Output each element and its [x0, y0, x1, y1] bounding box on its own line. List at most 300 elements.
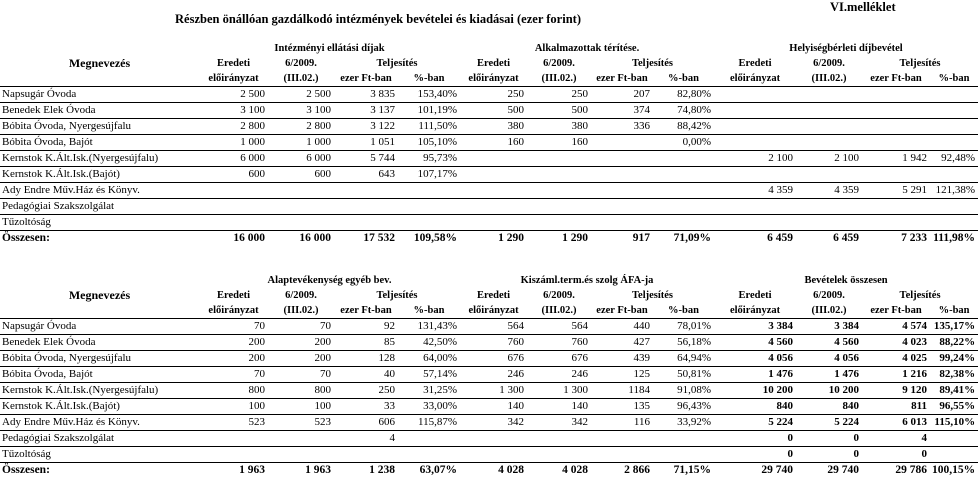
table-cell: 5 744 [334, 151, 398, 167]
table-cell: 3 122 [334, 119, 398, 135]
table-cell: 140 [527, 399, 591, 415]
table-cell [930, 87, 978, 103]
col-header: ezer Ft-ban [862, 303, 930, 319]
total-row [0, 231, 978, 247]
table-cell: 115,10% [930, 415, 978, 431]
row-header: Megnevezés [0, 288, 199, 303]
row-name: Tűzoltóság [0, 215, 199, 231]
table-cell: 70 [268, 319, 334, 335]
table-cell: 88,42% [653, 119, 714, 135]
table-cell: 33,92% [653, 415, 714, 431]
col-header: %-ban [398, 303, 460, 319]
col-header: ezer Ft-ban [334, 303, 398, 319]
table-cell: 16 000 [199, 231, 268, 247]
table-cell: 643 [334, 167, 398, 183]
table-cell [862, 103, 930, 119]
table-cell [268, 447, 334, 463]
table-cell: 42,50% [398, 335, 460, 351]
table-cell: 4 023 [862, 335, 930, 351]
table-cell [591, 167, 653, 183]
table-cell: 840 [714, 399, 796, 415]
table-cell: 427 [591, 335, 653, 351]
table-cell [653, 199, 714, 215]
table-cell: 5 291 [862, 183, 930, 199]
table-cell: 91,08% [653, 383, 714, 399]
table-cell: 128 [334, 351, 398, 367]
table-cell: 111,98% [930, 231, 978, 247]
col-header: (III.02.) [268, 71, 334, 87]
col-header: %-ban [398, 71, 460, 87]
table-cell: 380 [460, 119, 527, 135]
table-cell: 207 [591, 87, 653, 103]
col-header: Teljesítés [334, 56, 460, 71]
table-cell: 135,17% [930, 319, 978, 335]
table-cell: 760 [527, 335, 591, 351]
table-row [0, 103, 978, 119]
table-cell [930, 103, 978, 119]
col-header: (III.02.) [796, 71, 862, 87]
total-label: Összesen: [0, 231, 199, 247]
col-header: %-ban [653, 71, 714, 87]
table-cell: 564 [460, 319, 527, 335]
row-name: Kernstok K.Ált.Isk.(Bajót) [0, 167, 199, 183]
table-cell: 63,07% [398, 463, 460, 478]
table-cell: 92,48% [930, 151, 978, 167]
table-cell: 109,58% [398, 231, 460, 247]
table-cell: 96,43% [653, 399, 714, 415]
table-cell: 96,55% [930, 399, 978, 415]
table-cell: 70 [268, 367, 334, 383]
col-header: ezer Ft-ban [334, 71, 398, 87]
table-cell: 131,43% [398, 319, 460, 335]
table-row [0, 335, 978, 351]
table-cell: 564 [527, 319, 591, 335]
table-cell: 1 476 [714, 367, 796, 383]
table-cell: 89,41% [930, 383, 978, 399]
table-cell: 1 000 [268, 135, 334, 151]
table-cell: 3 100 [268, 103, 334, 119]
table-body [0, 87, 978, 247]
table-cell [199, 447, 268, 463]
table-row [0, 319, 978, 335]
table-cell [714, 199, 796, 215]
col-header: előirányzat [714, 71, 796, 87]
col-header: %-ban [930, 71, 978, 87]
row-name: Bóbita Óvoda, Nyergesújfalu [0, 119, 199, 135]
table-cell: 4 560 [714, 335, 796, 351]
table-cell: 4 560 [796, 335, 862, 351]
col-header: Teljesítés [862, 56, 978, 71]
table-cell: 64,00% [398, 351, 460, 367]
table-cell [714, 167, 796, 183]
table-row [0, 199, 978, 215]
table-body [0, 319, 978, 478]
table-cell: 676 [460, 351, 527, 367]
col-header: Eredeti [714, 56, 796, 71]
table-row [0, 447, 978, 463]
table-cell: 4 028 [527, 463, 591, 478]
table-cell: 3 384 [796, 319, 862, 335]
total-row [0, 463, 978, 478]
table-row [0, 135, 978, 151]
table-cell: 105,10% [398, 135, 460, 151]
table-cell [653, 431, 714, 447]
table-cell: 16 000 [268, 231, 334, 247]
table-cell: 523 [199, 415, 268, 431]
table-cell [714, 87, 796, 103]
table-cell: 1 290 [527, 231, 591, 247]
table-cell: 101,19% [398, 103, 460, 119]
group-header: Intézményi ellátási díjak [199, 41, 460, 56]
table-cell [862, 135, 930, 151]
table-cell [796, 167, 862, 183]
table-cell: 10 200 [796, 383, 862, 399]
table-cell [653, 167, 714, 183]
row-name: Tűzoltóság [0, 447, 199, 463]
table-cell: 1 300 [527, 383, 591, 399]
table-cell: 95,73% [398, 151, 460, 167]
col-header: ezer Ft-ban [862, 71, 930, 87]
table-cell [460, 431, 527, 447]
table-cell [930, 199, 978, 215]
table-cell: 1 216 [862, 367, 930, 383]
group-header: Alkalmazottak térítése. [460, 41, 714, 56]
col-header: (III.02.) [527, 71, 591, 87]
table-cell: 4 574 [862, 319, 930, 335]
col-header: ezer Ft-ban [591, 71, 653, 87]
table-cell: 78,01% [653, 319, 714, 335]
table-cell [796, 135, 862, 151]
row-name: Pedagógiai Szakszolgálat [0, 199, 199, 215]
row-name: Ady Endre Műv.Ház és Könyv. [0, 183, 199, 199]
table-cell [527, 215, 591, 231]
table-cell: 500 [460, 103, 527, 119]
group-header: Kiszáml.term.és szolg ÁFA-ja [460, 273, 714, 288]
table-cell: 1 051 [334, 135, 398, 151]
table-cell: 500 [527, 103, 591, 119]
table-cell: 10 200 [714, 383, 796, 399]
table-cell [653, 215, 714, 231]
table-cell: 0 [714, 447, 796, 463]
table-cell: 2 500 [268, 87, 334, 103]
table-row [0, 431, 978, 447]
table-cell: 200 [199, 335, 268, 351]
table-cell [862, 119, 930, 135]
annex-label: VI.melléklet [830, 0, 896, 15]
table-cell: 140 [460, 399, 527, 415]
table-cell: 6 013 [862, 415, 930, 431]
table-cell: 440 [591, 319, 653, 335]
row-name: Bóbita Óvoda, Nyergesújfalu [0, 351, 199, 367]
table-cell [527, 151, 591, 167]
table-cell [268, 431, 334, 447]
table-cell [591, 199, 653, 215]
col-header: %-ban [930, 303, 978, 319]
table-cell [334, 215, 398, 231]
table-cell: 9 120 [862, 383, 930, 399]
table-cell [591, 135, 653, 151]
table-cell [460, 199, 527, 215]
table-cell: 3 384 [714, 319, 796, 335]
col-header: ezer Ft-ban [591, 303, 653, 319]
table-cell [591, 431, 653, 447]
table-cell [460, 183, 527, 199]
col-header: (III.02.) [268, 303, 334, 319]
table-cell: 523 [268, 415, 334, 431]
table-cell: 374 [591, 103, 653, 119]
col-header: Teljesítés [862, 288, 978, 303]
group-header: Helyiségbérleti díjbevétel [714, 41, 978, 56]
table-cell: 380 [527, 119, 591, 135]
table-cell: 135 [591, 399, 653, 415]
row-name: Benedek Elek Óvoda [0, 103, 199, 119]
table-cell [398, 431, 460, 447]
table-cell [862, 215, 930, 231]
table-cell [591, 183, 653, 199]
table-cell [796, 119, 862, 135]
table-cell: 1 963 [199, 463, 268, 478]
table-cell [460, 167, 527, 183]
table-row [0, 367, 978, 383]
table-cell [398, 199, 460, 215]
table-cell: 71,09% [653, 231, 714, 247]
table-cell: 92 [334, 319, 398, 335]
table-cell: 0 [796, 447, 862, 463]
table-cell [714, 103, 796, 119]
table-cell: 2 800 [199, 119, 268, 135]
table-cell: 160 [460, 135, 527, 151]
col-header: Teljesítés [591, 288, 714, 303]
table-cell: 250 [527, 87, 591, 103]
table-cell: 6 459 [714, 231, 796, 247]
table-cell [930, 167, 978, 183]
table-cell: 840 [796, 399, 862, 415]
col-header: Teljesítés [591, 56, 714, 71]
table-cell [653, 447, 714, 463]
table-cell [796, 215, 862, 231]
table-cell: 107,17% [398, 167, 460, 183]
col-header: előirányzat [460, 303, 527, 319]
col-header: előirányzat [714, 303, 796, 319]
table-row [0, 167, 978, 183]
table-cell [930, 431, 978, 447]
table-cell: 800 [199, 383, 268, 399]
table-cell: 1 300 [460, 383, 527, 399]
col-header: Teljesítés [334, 288, 460, 303]
table-cell: 336 [591, 119, 653, 135]
table-cell [268, 183, 334, 199]
table-cell: 4 359 [714, 183, 796, 199]
table-cell [714, 135, 796, 151]
table-cell: 606 [334, 415, 398, 431]
table-cell: 33 [334, 399, 398, 415]
col-header: Eredeti [460, 288, 527, 303]
table-cell: 71,15% [653, 463, 714, 478]
table-cell [862, 199, 930, 215]
table-cell: 1 290 [460, 231, 527, 247]
table-cell: 29 786 [862, 463, 930, 478]
table-cell: 917 [591, 231, 653, 247]
table-cell: 31,25% [398, 383, 460, 399]
table-cell: 33,00% [398, 399, 460, 415]
table-cell: 4 [334, 431, 398, 447]
row-name: Kernstok K.Ált.Isk.(Bajót) [0, 399, 199, 415]
table-cell [398, 183, 460, 199]
table-cell: 2 866 [591, 463, 653, 478]
table-cell: 6 000 [268, 151, 334, 167]
table-cell [653, 183, 714, 199]
table-cell: 99,24% [930, 351, 978, 367]
table-cell: 200 [268, 351, 334, 367]
table-cell: 29 740 [714, 463, 796, 478]
page-title: Részben önállóan gazdálkodó intézmények bevételei és kiadásai (ezer forint) [175, 12, 581, 27]
table-cell: 160 [527, 135, 591, 151]
table-cell: 1 963 [268, 463, 334, 478]
table-cell: 800 [268, 383, 334, 399]
table-cell [796, 87, 862, 103]
table-cell: 74,80% [653, 103, 714, 119]
table-cell: 70 [199, 367, 268, 383]
table-cell: 200 [199, 351, 268, 367]
table-cell [591, 215, 653, 231]
col-header: 6/2009. [796, 288, 862, 303]
table-cell [398, 215, 460, 231]
table-cell: 85 [334, 335, 398, 351]
table-row [0, 399, 978, 415]
table-cell: 676 [527, 351, 591, 367]
table-cell: 125 [591, 367, 653, 383]
col-header: 6/2009. [796, 56, 862, 71]
table-cell: 64,94% [653, 351, 714, 367]
table-row [0, 351, 978, 367]
table-cell [398, 447, 460, 463]
col-header: előirányzat [199, 303, 268, 319]
table-cell: 82,38% [930, 367, 978, 383]
table-cell: 3 835 [334, 87, 398, 103]
table-cell: 1 000 [199, 135, 268, 151]
table-cell: 4 056 [714, 351, 796, 367]
table-cell: 40 [334, 367, 398, 383]
col-header: előirányzat [460, 71, 527, 87]
table-cell: 811 [862, 399, 930, 415]
table-cell: 3 100 [199, 103, 268, 119]
table-cell: 342 [527, 415, 591, 431]
table-cell: 4 028 [460, 463, 527, 478]
table-cell: 5 224 [796, 415, 862, 431]
table-row [0, 383, 978, 399]
table-cell: 121,38% [930, 183, 978, 199]
table-cell [653, 151, 714, 167]
table-cell [334, 183, 398, 199]
table-cell [460, 151, 527, 167]
col-header: előirányzat [199, 71, 268, 87]
table-row [0, 119, 978, 135]
table-cell: 6 459 [796, 231, 862, 247]
table-cell [527, 447, 591, 463]
table-row [0, 215, 978, 231]
table-cell: 246 [460, 367, 527, 383]
col-header: Eredeti [199, 288, 268, 303]
table-cell: 0 [796, 431, 862, 447]
table-cell [527, 431, 591, 447]
table-cell [334, 199, 398, 215]
col-header: 6/2009. [268, 56, 334, 71]
table-cell [199, 183, 268, 199]
table-cell: 70 [199, 319, 268, 335]
table-cell [862, 87, 930, 103]
group-header: Bevételek összesen [714, 273, 978, 288]
table-cell [714, 215, 796, 231]
table-cell: 246 [527, 367, 591, 383]
row-name: Ady Endre Műv.Ház és Könyv. [0, 415, 199, 431]
table-row [0, 151, 978, 167]
table-cell: 88,22% [930, 335, 978, 351]
col-header: Eredeti [460, 56, 527, 71]
table-cell: 116 [591, 415, 653, 431]
table-cell: 2 800 [268, 119, 334, 135]
table-cell: 115,87% [398, 415, 460, 431]
table-cell [796, 199, 862, 215]
table-cell: 760 [460, 335, 527, 351]
table-cell [930, 119, 978, 135]
table-row [0, 415, 978, 431]
table-cell [862, 167, 930, 183]
table-cell: 0 [862, 447, 930, 463]
table-cell: 250 [334, 383, 398, 399]
table-cell [268, 215, 334, 231]
table-cell [460, 215, 527, 231]
table-cell: 2 500 [199, 87, 268, 103]
group-header: Alaptevékenység egyéb bev. [199, 273, 460, 288]
table-cell: 342 [460, 415, 527, 431]
table-cell [591, 447, 653, 463]
table-cell: 57,14% [398, 367, 460, 383]
table-cell: 1 942 [862, 151, 930, 167]
table-cell: 6 000 [199, 151, 268, 167]
table-cell: 4 056 [796, 351, 862, 367]
table-cell: 29 740 [796, 463, 862, 478]
table-cell: 56,18% [653, 335, 714, 351]
table-cell [199, 215, 268, 231]
row-name: Kernstok K.Ált.Isk.(Nyergesújfalu) [0, 383, 199, 399]
row-name: Pedagógiai Szakszolgálat [0, 431, 199, 447]
table-cell: 7 233 [862, 231, 930, 247]
total-label: Összesen: [0, 463, 199, 478]
table-cell [527, 167, 591, 183]
table-cell: 100 [199, 399, 268, 415]
table-cell: 2 100 [714, 151, 796, 167]
col-header: (III.02.) [796, 303, 862, 319]
col-header: 6/2009. [527, 56, 591, 71]
table-cell [199, 199, 268, 215]
revenue-table-1 [0, 41, 978, 246]
table-cell: 3 137 [334, 103, 398, 119]
table-cell: 111,50% [398, 119, 460, 135]
table-cell: 17 532 [334, 231, 398, 247]
table-cell [527, 199, 591, 215]
table-cell: 1 238 [334, 463, 398, 478]
row-name: Bóbita Óvoda, Bajót [0, 135, 199, 151]
row-header: Megnevezés [0, 56, 199, 71]
col-header: (III.02.) [527, 303, 591, 319]
table-row [0, 87, 978, 103]
row-name: Napsugár Óvoda [0, 87, 199, 103]
table-cell: 100,15% [930, 463, 978, 478]
table-cell [591, 151, 653, 167]
table-cell: 1 476 [796, 367, 862, 383]
table-cell: 200 [268, 335, 334, 351]
table-row [0, 183, 978, 199]
